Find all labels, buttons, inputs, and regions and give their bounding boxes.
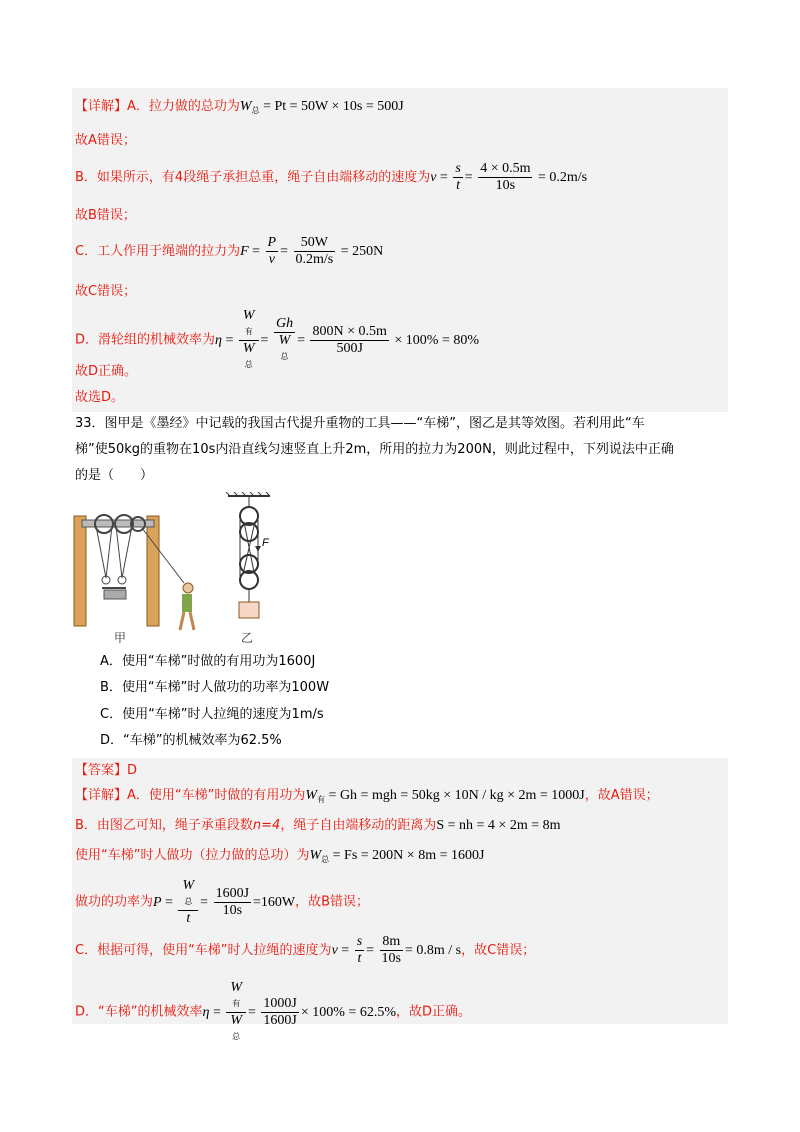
question-line-2: 梯”使50kg的重物在10s内沿直线匀速竖直上升2m，所用的拉力为200N，则此过程中，下列说法中正确 bbox=[75, 442, 674, 457]
option-b[interactable]: B．使用“车梯”时人做功的功率为100W bbox=[100, 680, 330, 695]
conclusion-b: 故B错误； bbox=[75, 208, 136, 223]
detail2-b3: 做功的功率为P = W 总 t = $\frac{1600J}{10s}$ =160W，故B错误； bbox=[75, 878, 370, 926]
final-choice: 故选D。 bbox=[75, 390, 125, 405]
option-d[interactable]: D．“车梯”的机械效率为62.5% bbox=[100, 733, 282, 748]
detail-line-d: D．滑轮组的机械效率为η = W 有 W 总 = Gh W 总 = $\frac{800N \times 0.5m}{500J}$ × 100% = 80% bbox=[75, 308, 480, 369]
question-line-1: 33．图甲是《墨经》中记载的我国古代提升重物的工具——“车梯”，图乙是其等效图。若利用此“车 bbox=[75, 416, 645, 431]
detail2-d: D．“车梯”的机械效率η = W 有 W 总 = $\frac{1000J}{1600J}$ × 100% = 62.5%，故D正确。 bbox=[75, 980, 472, 1041]
detail-line-a: 【详解】A．拉力做的总功为$W_总 = Pt = 50W \times 10s = 500J$ bbox=[75, 99, 404, 115]
option-c[interactable]: C．使用“车梯”时人拉绳的速度为1m/s bbox=[100, 707, 324, 722]
question-text bbox=[75, 411, 730, 489]
figure-yi-label: 乙 bbox=[241, 631, 254, 645]
conclusion-a: 故A错误； bbox=[75, 133, 136, 148]
figure-jia-label: 甲 bbox=[114, 631, 127, 645]
conclusion-c: 故C错误； bbox=[75, 284, 137, 299]
answer-line: 【答案】D bbox=[75, 763, 138, 778]
figure-yi bbox=[222, 492, 282, 648]
option-a[interactable]: A．使用“车梯”时做的有用功为1600J bbox=[100, 654, 316, 669]
detail-line-c: C．工人作用于绳端的拉力为F = $\frac{P}{v}$ = $\frac{50W}{0.2m/s}$ = 250N bbox=[75, 235, 384, 268]
detail2-a: 【详解】A．使用“车梯”时做的有用功为$W_有 = Gh$ = mgh = 50kg × 10N / kg × 2m = 1000J，故A错误； bbox=[75, 788, 659, 804]
question-line-3: 的是（ ） bbox=[75, 468, 154, 483]
detail-line-b: B．如果所示，有4段绳子承担总重，绳子自由端移动的速度为v = $\frac{s}{t}$ = $\frac{4 \times 0.5m}{10s}$ = 0.2m/s bbox=[75, 161, 588, 194]
detail2-b2: 使用“车梯”时人做功（拉力做的总功）为$W_总 = Fs = 200N \times 8m = 1600J$ bbox=[75, 848, 485, 864]
detail2-c: C．根据可得，使用“车梯”时人拉绳的速度为v = $\frac{s}{t}$ = $\frac{8m}{10s}$ = 0.8m / s，故C错误； bbox=[75, 934, 536, 967]
conclusion-d: 故D正确。 bbox=[75, 364, 138, 379]
detail2-b1: B．由图乙可知，绳子承重段数n=4，绳子自由端移动的距离为S = nh = 4 × 2m = 8m bbox=[75, 818, 561, 833]
figure-jia bbox=[72, 508, 212, 648]
force-label: F bbox=[262, 537, 269, 549]
